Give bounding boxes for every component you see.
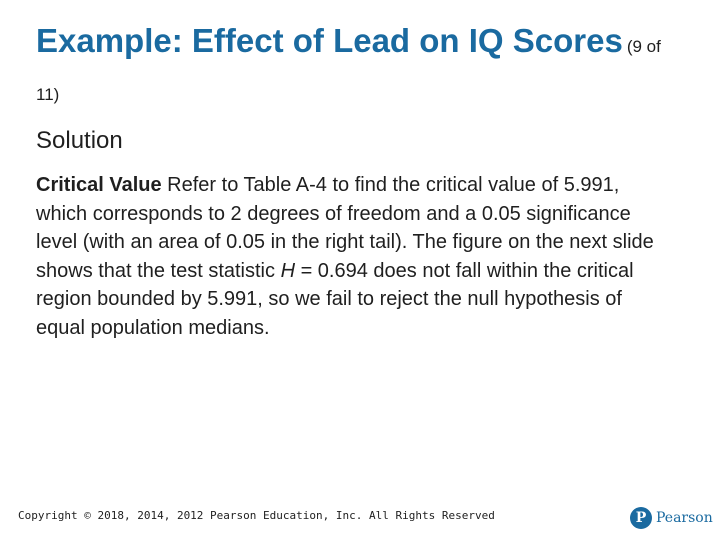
body-lead-term: Critical Value — [36, 174, 162, 196]
pearson-logo — [630, 506, 713, 530]
body-text-part1: Refer to Table A-4 to find the critical value of 5.991, which corresponds to 2 degrees of freedom and a 0.05 significance level (with an area of 0.05 in the right tail). The figure on the next slide shows that the test statistic — [36, 174, 654, 282]
section-heading: Solution — [36, 127, 123, 154]
slide-title-main: Example: Effect of Lead on IQ Scores — [36, 22, 623, 59]
copyright-footer: Copyright © 2018, 2014, 2012 Pearson Education, Inc. All Rights Reserved — [18, 509, 495, 522]
body-italic-symbol: H — [280, 259, 296, 282]
slide-counter: (9 of 11) — [36, 37, 661, 104]
slide-title — [36, 20, 676, 116]
body-text-part2: = 0.694 does not fall within the critical region bounded by 5.991, so we fail to reject the null hypothesis of equal population medians. — [36, 259, 634, 339]
body-paragraph — [36, 171, 661, 343]
pearson-logo-wordmark: Pearson — [656, 510, 713, 526]
pearson-logo-icon: P — [630, 507, 652, 529]
